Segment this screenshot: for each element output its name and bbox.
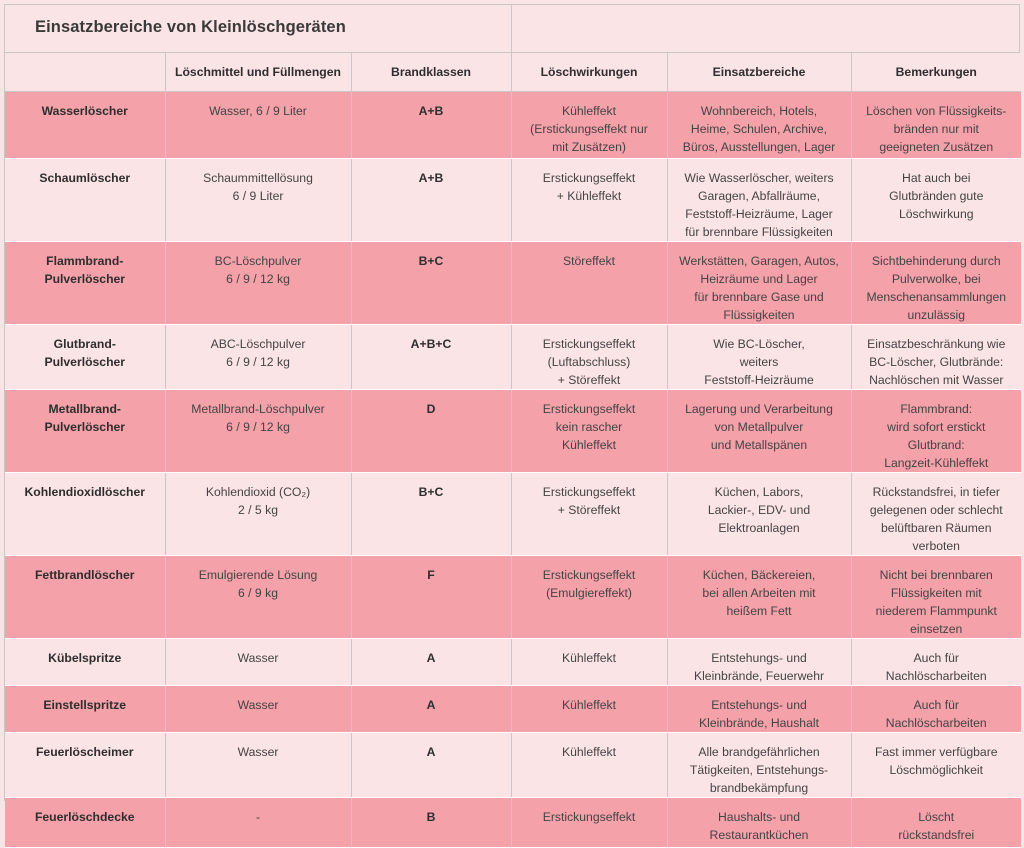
table-row	[5, 472, 1021, 555]
table-row	[5, 389, 1021, 472]
header-cell-mittel: Löschmittel und Füllmengen	[165, 53, 351, 91]
cell-bereich: Wie Wasserlöscher, weiters Garagen, Abfallräume, Feststoff-Heizräume, Lager für brennbare Flüssigkeiten	[667, 158, 851, 241]
cell-mittel: Wasser	[165, 685, 351, 732]
cell-wirkung: Erstickungseffekt (Emulgiereffekt)	[511, 555, 667, 638]
cell-bemerkung: Löscht rückstandsfrei	[851, 797, 1021, 847]
cell-klassen: F	[351, 555, 511, 638]
cell-bemerkung: Flammbrand: wird sofort erstickt Glutbrand: Langzeit-Kühleffekt	[851, 389, 1021, 472]
cell-mittel: Metallbrand-Löschpulver 6 / 9 / 12 kg	[165, 389, 351, 472]
cell-name: Feuerlöscheimer	[5, 732, 165, 797]
title-bar	[5, 5, 1019, 53]
cell-bereich: Alle brandgefährlichen Tätigkeiten, Entstehungs- brandbekämpfung	[667, 732, 851, 797]
cell-mittel: Kohlendioxid (CO₂) 2 / 5 kg	[165, 472, 351, 555]
table-row	[5, 324, 1021, 389]
cell-bemerkung: Auch für Nachlöscharbeiten	[851, 685, 1021, 732]
cell-mittel: ABC-Löschpulver 6 / 9 / 12 kg	[165, 324, 351, 389]
cell-name: Schaumlöscher	[5, 158, 165, 241]
cell-name: Feuerlöschdecke	[5, 797, 165, 847]
cell-bereich: Wie BC-Löscher, weiters Feststoff-Heizräume	[667, 324, 851, 389]
cell-name: Einstellspritze	[5, 685, 165, 732]
header-cell-name	[5, 53, 165, 91]
cell-klassen: A+B	[351, 91, 511, 158]
table-row	[5, 555, 1021, 638]
header-cell-klassen: Brandklassen	[351, 53, 511, 91]
cell-bereich: Entstehungs- und Kleinbrände, Haushalt	[667, 685, 851, 732]
cell-klassen: A	[351, 638, 511, 685]
cell-bereich: Werkstätten, Garagen, Autos, Heizräume und Lager für brennbare Gase und Flüssigkeiten	[667, 241, 851, 324]
cell-wirkung: Kühleffekt	[511, 638, 667, 685]
cell-mittel: Schaummittellösung 6 / 9 Liter	[165, 158, 351, 241]
cell-bereich: Haushalts- und Restaurantküchen	[667, 797, 851, 847]
cell-bemerkung: Auch für Nachlöscharbeiten	[851, 638, 1021, 685]
header-row	[5, 53, 1021, 91]
cell-bereich: Küchen, Bäckereien, bei allen Arbeiten mit heißem Fett	[667, 555, 851, 638]
cell-mittel: Emulgierende Lösung 6 / 9 kg	[165, 555, 351, 638]
cell-wirkung: Erstickungseffekt (Luftabschluss) + Störeffekt	[511, 324, 667, 389]
cell-wirkung: Erstickungseffekt	[511, 797, 667, 847]
cell-klassen: A	[351, 732, 511, 797]
cell-name: Kübelspritze	[5, 638, 165, 685]
cell-wirkung: Kühleffekt	[511, 685, 667, 732]
cell-name: Kohlendioxidlöscher	[5, 472, 165, 555]
cell-mittel: Wasser	[165, 732, 351, 797]
table-row	[5, 91, 1021, 158]
cell-mittel: Wasser	[165, 638, 351, 685]
cell-name: Flammbrand- Pulverlöscher	[5, 241, 165, 324]
document-frame	[4, 4, 1020, 842]
cell-bemerkung: Fast immer verfügbare Löschmöglichkeit	[851, 732, 1021, 797]
table-row	[5, 241, 1021, 324]
cell-klassen: A+B	[351, 158, 511, 241]
cell-mittel: Wasser, 6 / 9 Liter	[165, 91, 351, 158]
cell-wirkung: Erstickungseffekt + Kühleffekt	[511, 158, 667, 241]
title-divider	[511, 5, 512, 52]
cell-bereich: Entstehungs- und Kleinbrände, Feuerwehr	[667, 638, 851, 685]
cell-klassen: B	[351, 797, 511, 847]
cell-bemerkung: Hat auch bei Glutbränden gute Löschwirkung	[851, 158, 1021, 241]
cell-bereich: Lagerung und Verarbeitung von Metallpulver und Metallspänen	[667, 389, 851, 472]
table-row	[5, 158, 1021, 241]
cell-bemerkung: Löschen von Flüssigkeits- bränden nur mit geeigneten Zusätzen	[851, 91, 1021, 158]
cell-wirkung: Erstickungseffekt kein rascher Kühleffekt	[511, 389, 667, 472]
cell-bemerkung: Rückstandsfrei, in tiefer gelegenen oder schlecht belüftbaren Räumen verboten	[851, 472, 1021, 555]
cell-mittel: -	[165, 797, 351, 847]
extinguisher-table	[5, 53, 1021, 848]
cell-wirkung: Kühleffekt (Erstickungseffekt nur mit Zusätzen)	[511, 91, 667, 158]
table-row	[5, 638, 1021, 685]
cell-bereich: Küchen, Labors, Lackier-, EDV- und Elektroanlagen	[667, 472, 851, 555]
page-title: Einsatzbereiche von Kleinlöschgeräten	[35, 18, 346, 36]
cell-bemerkung: Nicht bei brennbaren Flüssigkeiten mit niederem Flammpunkt einsetzen	[851, 555, 1021, 638]
cell-wirkung: Erstickungseffekt + Störeffekt	[511, 472, 667, 555]
cell-klassen: A	[351, 685, 511, 732]
header-cell-bereich: Einsatzbereiche	[667, 53, 851, 91]
cell-klassen: D	[351, 389, 511, 472]
cell-klassen: B+C	[351, 241, 511, 324]
cell-wirkung: Kühleffekt	[511, 732, 667, 797]
cell-name: Wasserlöscher	[5, 91, 165, 158]
cell-bemerkung: Sichtbehinderung durch Pulverwolke, bei Menschenansammlungen unzulässig	[851, 241, 1021, 324]
header-cell-bemerkung: Bemerkungen	[851, 53, 1021, 91]
cell-name: Fettbrandlöscher	[5, 555, 165, 638]
cell-name: Glutbrand- Pulverlöscher	[5, 324, 165, 389]
cell-klassen: A+B+C	[351, 324, 511, 389]
cell-wirkung: Störeffekt	[511, 241, 667, 324]
header-cell-wirkung: Löschwirkungen	[511, 53, 667, 91]
cell-klassen: B+C	[351, 472, 511, 555]
table-row	[5, 797, 1021, 847]
cell-bereich: Wohnbereich, Hotels, Heime, Schulen, Archive, Büros, Ausstellungen, Lager	[667, 91, 851, 158]
cell-name: Metallbrand- Pulverlöscher	[5, 389, 165, 472]
table-row	[5, 685, 1021, 732]
cell-bemerkung: Einsatzbeschränkung wie BC-Löscher, Glutbrände: Nachlöschen mit Wasser	[851, 324, 1021, 389]
table-row	[5, 732, 1021, 797]
cell-mittel: BC-Löschpulver 6 / 9 / 12 kg	[165, 241, 351, 324]
